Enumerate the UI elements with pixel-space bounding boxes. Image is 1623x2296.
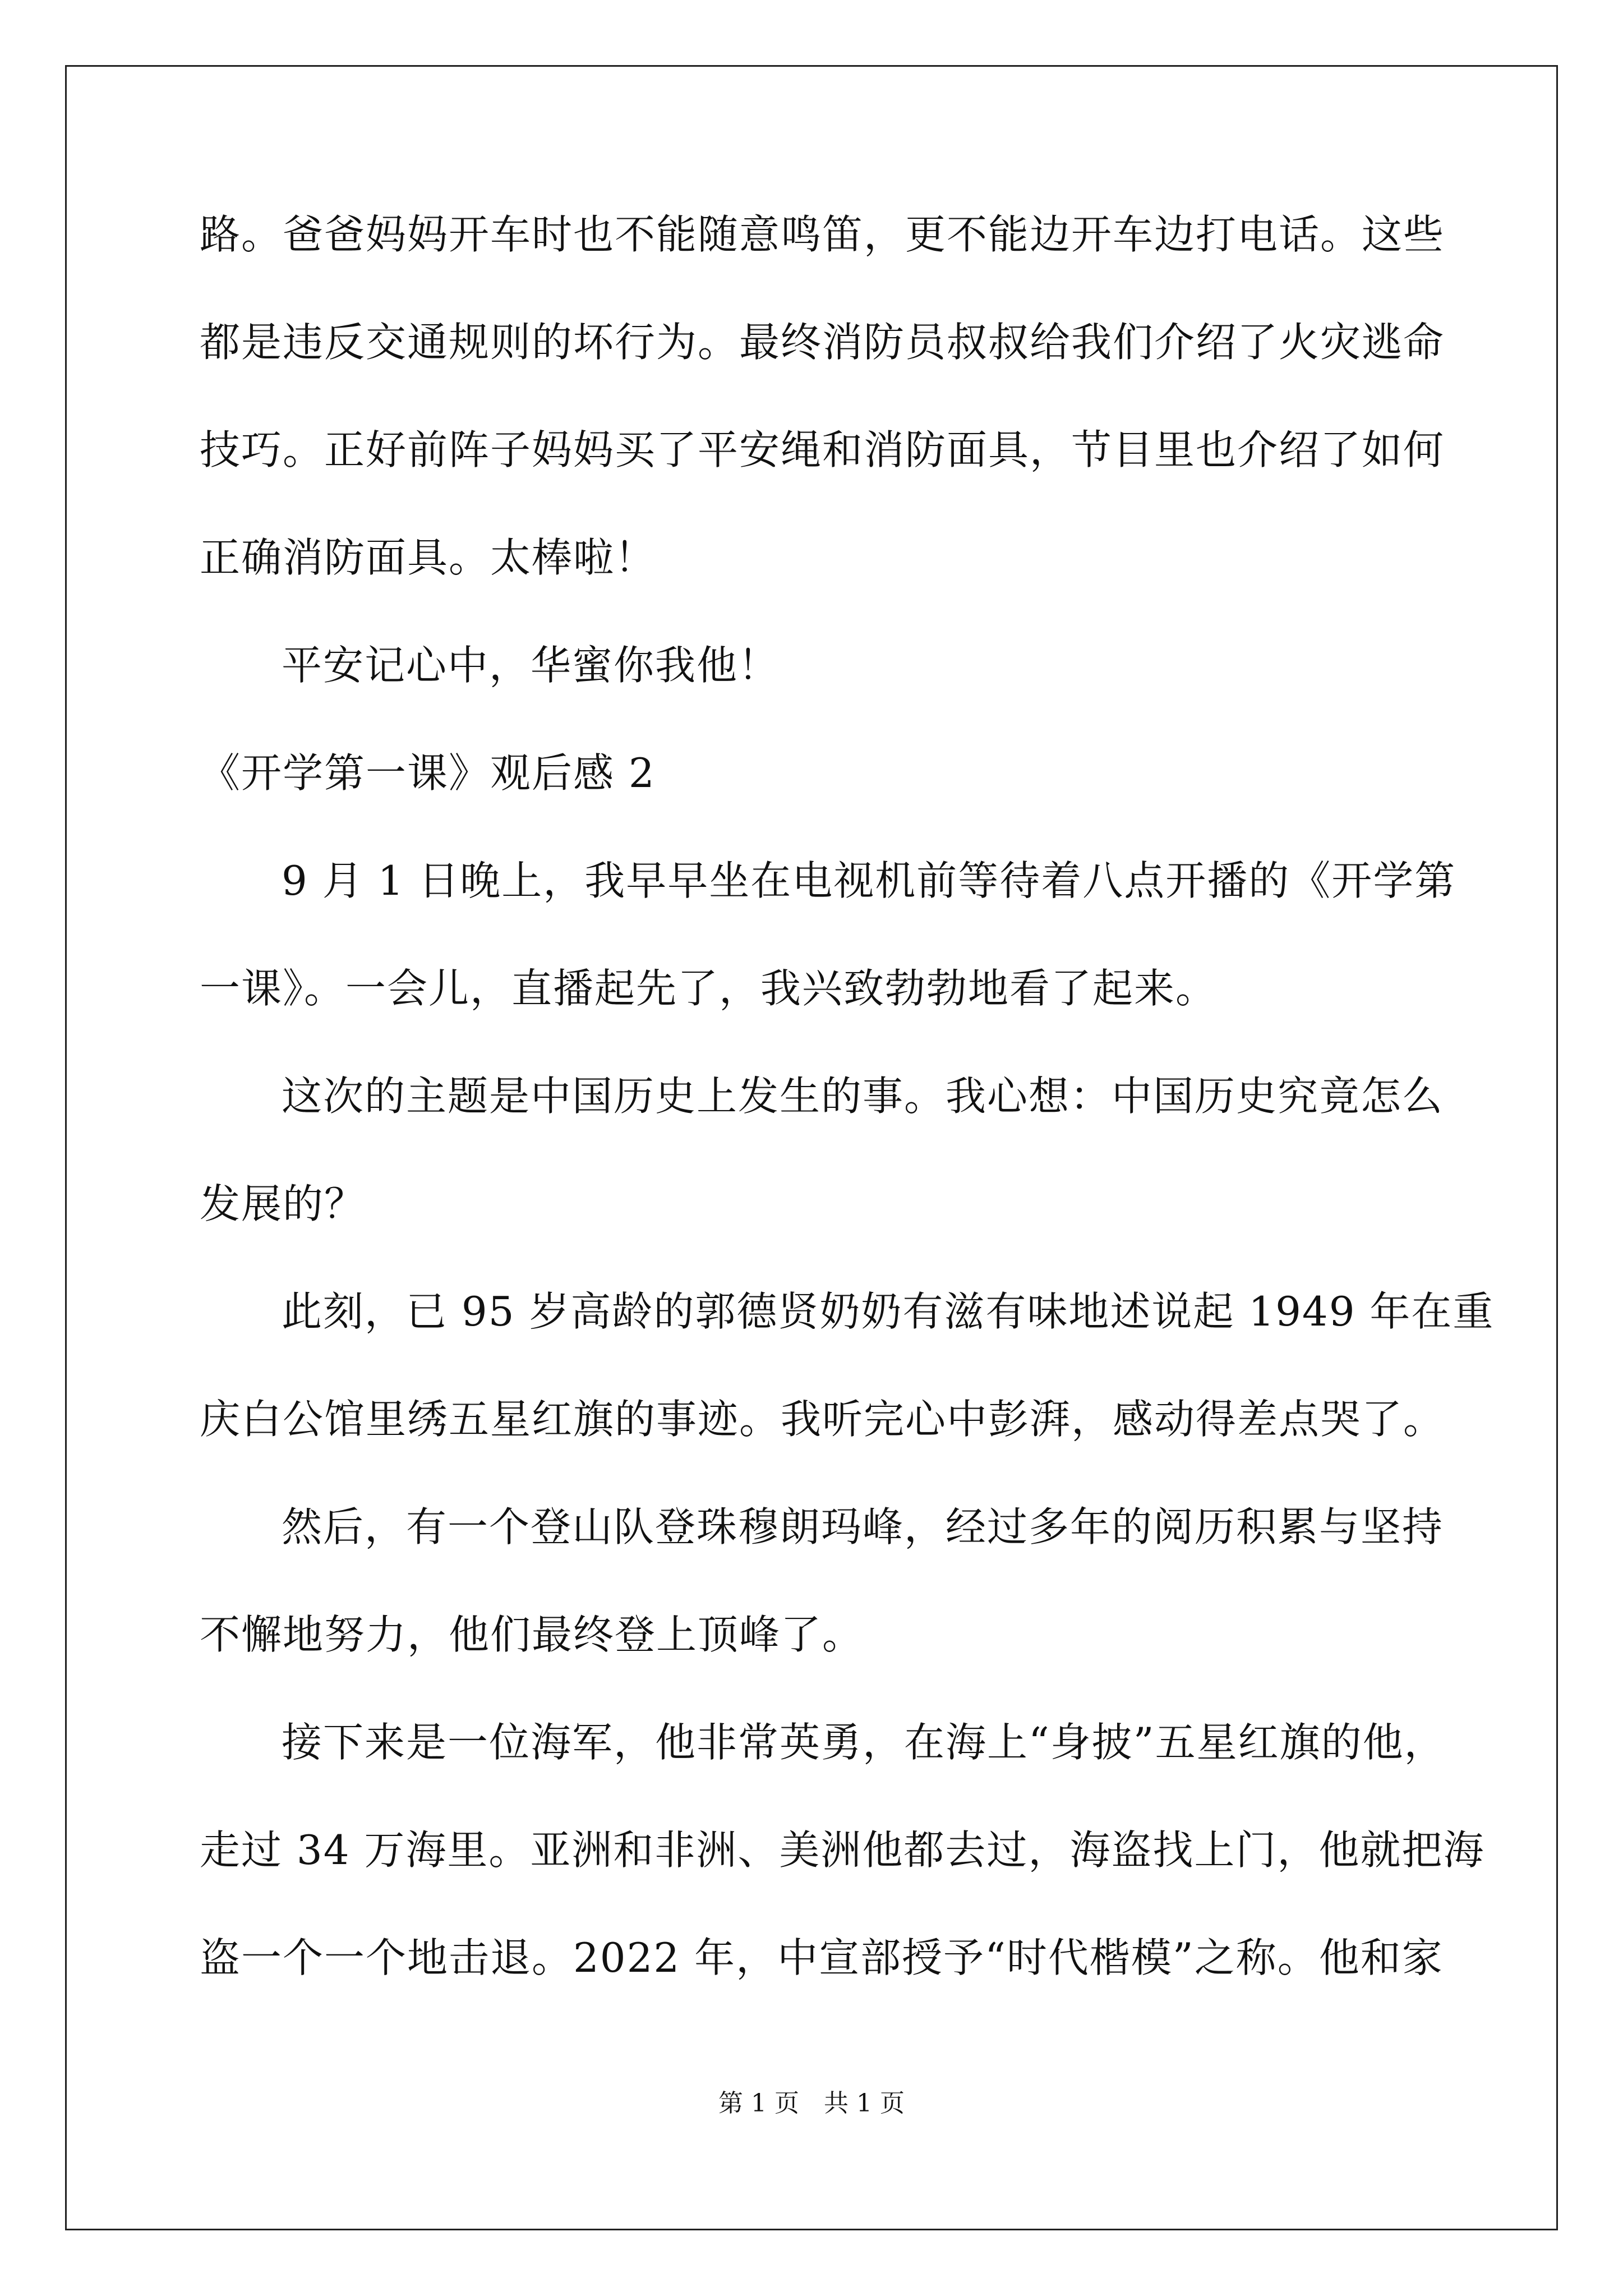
text-line: 庆白公馆里绣五星红旗的事迹。我听完心中彭湃，感动得差点哭了。 bbox=[200, 1396, 1445, 1443]
text-line: 一课》。一会儿，直播起先了，我兴致勃勃地看了起来。 bbox=[200, 965, 1218, 1012]
text-line: 都是违反交通规则的坏行为。最终消防员叔叔给我们介绍了火灾逃命 bbox=[200, 319, 1445, 366]
text-line: 不懈地努力，他们最终登上顶峰了。 bbox=[200, 1611, 864, 1658]
text-line: 发展的？ bbox=[200, 1180, 366, 1227]
section-heading: 《开学第一课》观后感 2 bbox=[200, 749, 656, 797]
text-line: 走过 34 万海里。亚洲和非洲、美洲他都去过，海盗找上门，他就把海 bbox=[200, 1826, 1485, 1874]
document-body bbox=[200, 208, 1495, 2039]
text-line: 路。爸爸妈妈开车时也不能随意鸣笛，更不能边开车边打电话。这些 bbox=[200, 211, 1445, 258]
page-footer bbox=[0, 2087, 1623, 2120]
text-line: 然后，有一个登山队登珠穆朗玛峰，经过多年的阅历积累与坚持 bbox=[282, 1503, 1444, 1550]
page-number-total: 共 1 页 bbox=[824, 2089, 905, 2118]
text-line: 这次的主题是中国历史上发生的事。我心想：中国历史究竟怎么 bbox=[282, 1073, 1444, 1120]
text-line: 9 月 1 日晚上，我早早坐在电视机前等待着八点开播的《开学第 bbox=[282, 857, 1456, 904]
text-line: 平安记心中，华蜜你我他！ bbox=[282, 642, 780, 689]
text-line: 接下来是一位海军，他非常英勇，在海上“身披”五星红旗的他， bbox=[282, 1719, 1446, 1766]
text-line: 此刻，已 95 岁高龄的郭德贤奶奶有滋有味地述说起 1949 年在重 bbox=[282, 1288, 1495, 1335]
page-number-current: 第 1 页 bbox=[718, 2089, 799, 2118]
text-line: 正确消防面具。太棒啦！ bbox=[200, 534, 657, 581]
text-line: 盗一个一个地击退。2022 年，中宣部授予“时代楷模”之称。他和家 bbox=[200, 1934, 1444, 1981]
text-line: 技巧。正好前阵子妈妈买了平安绳和消防面具，节目里也介绍了如何 bbox=[200, 426, 1445, 473]
